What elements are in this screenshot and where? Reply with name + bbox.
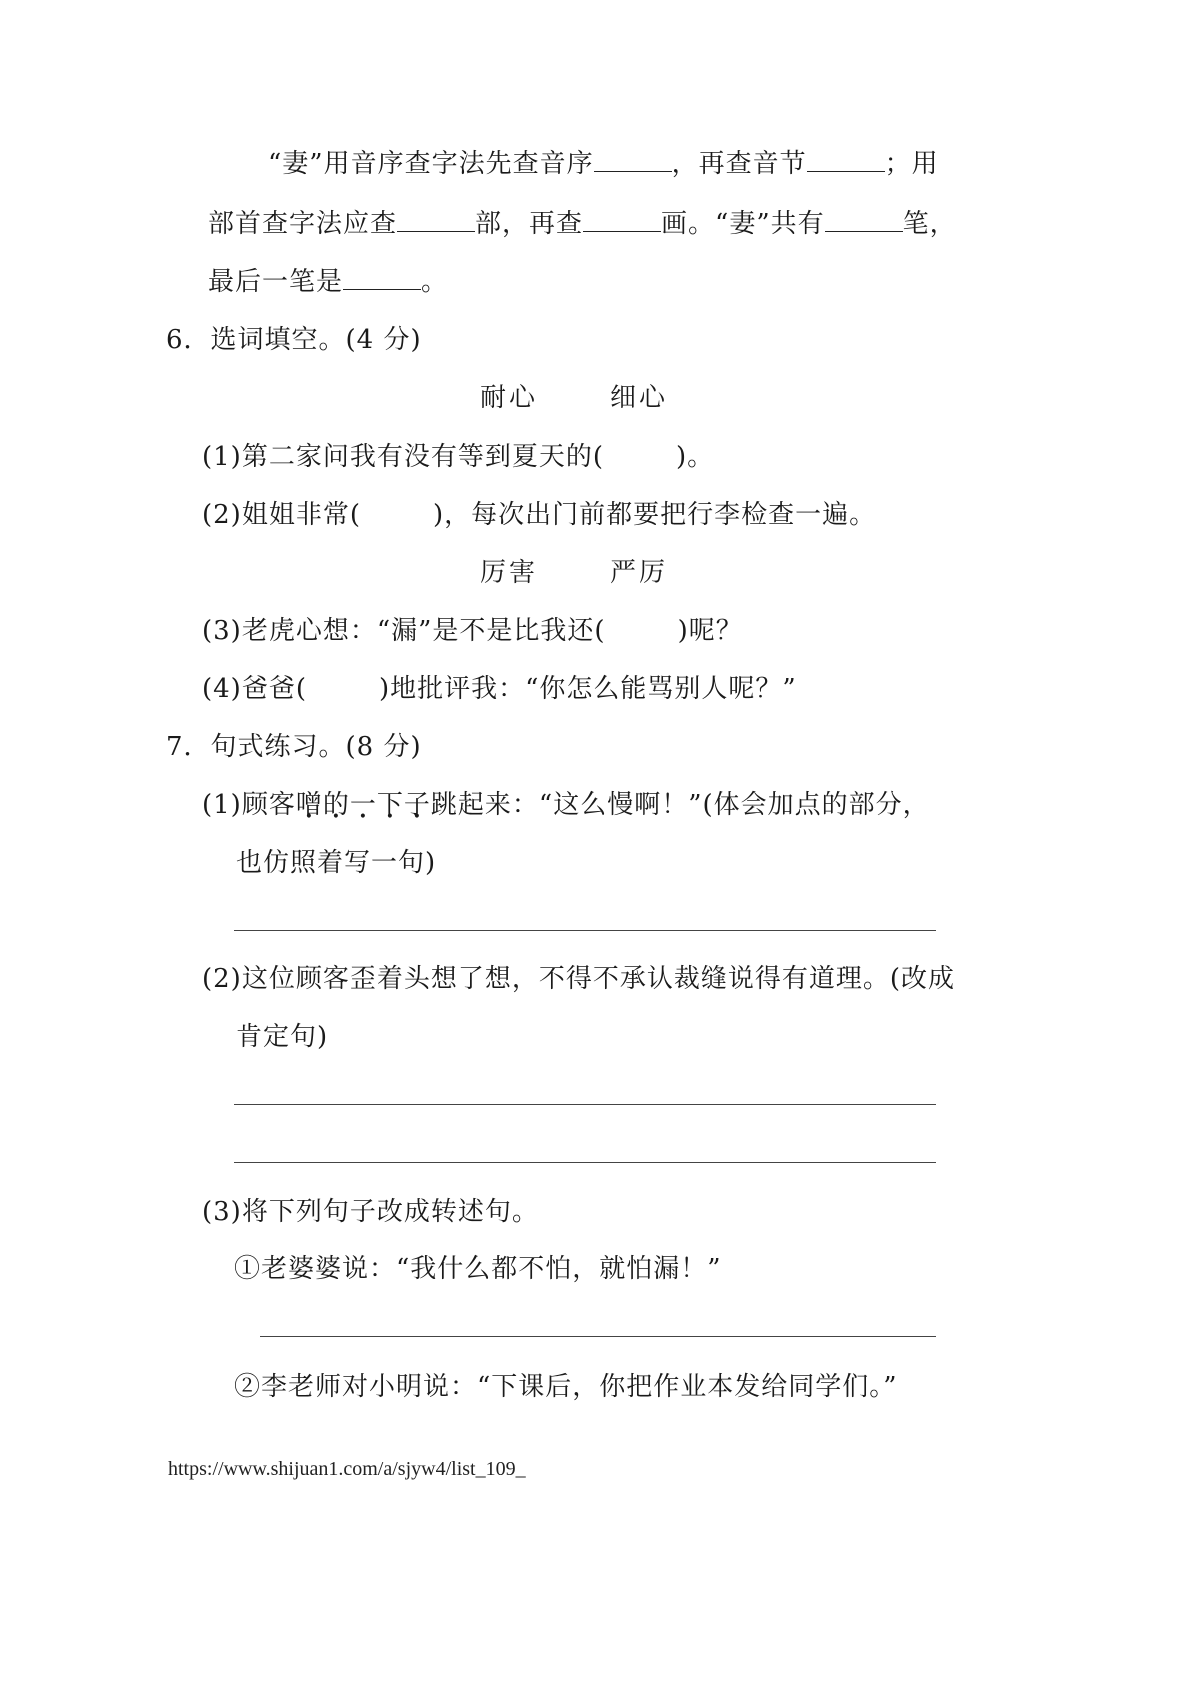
q5-text: 最后一笔是 (208, 267, 344, 297)
answer-line[interactable] (234, 1104, 936, 1105)
q7-part-1-line-2: 也仿照着写一句) (236, 848, 437, 878)
sentence-text: (4)爸爸( (202, 674, 307, 704)
word-option: 耐心 (480, 383, 539, 413)
q6-sentence-3 (202, 614, 743, 648)
q7-part-2: (2)这位顾客歪着头想了想，不得不承认裁缝说得有道理。(改成 (202, 964, 955, 994)
emphasis-char: 子 (403, 790, 431, 820)
answer-blank[interactable] (583, 207, 661, 232)
answer-line[interactable] (234, 1162, 936, 1163)
q5-text: 笔， (902, 209, 957, 239)
q7-part-3-sentence-1: ①老婆婆说：“我什么都不怕，就怕漏！” (234, 1254, 722, 1284)
q7-part-3-title: (3)将下列句子改成转述句。 (202, 1197, 539, 1227)
q7-part-1 (202, 788, 930, 822)
answer-line[interactable] (234, 930, 936, 931)
sentence-text: )，每次出门前都要把行李检查一遍。 (432, 500, 877, 530)
emphasis-char: 下 (376, 790, 404, 820)
emphasis-char: 噌 (295, 790, 323, 820)
word-option: 厉害 (480, 558, 539, 588)
q5-line-3 (208, 265, 448, 299)
answer-blank[interactable] (825, 207, 903, 232)
q5-line-2 (208, 207, 957, 241)
q5-text: 。 (421, 267, 449, 297)
q5-text: 部，再查 (475, 209, 584, 239)
answer-blank[interactable] (343, 265, 421, 290)
q7-title: 7．句式练习。(8 分) (166, 732, 422, 762)
q5-text: ，再查音节 (671, 149, 807, 179)
q6-sentence-4 (202, 672, 797, 706)
sentence-text: )。 (675, 442, 715, 472)
word-option: 细心 (610, 383, 669, 413)
sentence-text: 跳起来：“这么慢啊！”(体会加点的部分， (430, 790, 930, 820)
sentence-text: (1)顾客 (202, 790, 296, 820)
footer-url: https://www.shijuan1.com/a/sjyw4/list_109_ (168, 1458, 526, 1480)
answer-blank[interactable] (594, 147, 672, 172)
sentence-text: (2)姐姐非常( (202, 500, 361, 530)
answer-blank[interactable] (397, 207, 475, 232)
q6-sentence-2 (202, 498, 876, 532)
answer-blank[interactable] (807, 147, 885, 172)
sentence-text: (1)第二家问我有没有等到夏天的( (202, 442, 604, 472)
sentence-text: )呢？ (677, 616, 743, 646)
q5-text: “妻”用音序查字法先查音序 (268, 149, 594, 179)
q5-text: 部首查字法应查 (208, 209, 398, 239)
q7-part-3-sentence-2: ②李老师对小明说：“下课后，你把作业本发给同学们。” (234, 1372, 898, 1402)
q5-line-1 (268, 147, 939, 181)
word-option: 严厉 (610, 558, 669, 588)
answer-line[interactable] (260, 1336, 936, 1337)
sentence-text: )地批评我：“你怎么能骂别人呢？” (378, 674, 797, 704)
q5-text: ；用 (884, 149, 939, 179)
emphasis-char: 一 (349, 790, 377, 820)
q7-part-2-line-2: 肯定句) (236, 1022, 329, 1052)
q6-sentence-1 (202, 440, 714, 474)
emphasis-char: 的 (322, 790, 350, 820)
q5-text: 画。“妻”共有 (661, 209, 825, 239)
sentence-text: (3)老虎心想：“漏”是不是比我还( (202, 616, 606, 646)
q6-title: 6．选词填空。(4 分) (166, 325, 422, 355)
